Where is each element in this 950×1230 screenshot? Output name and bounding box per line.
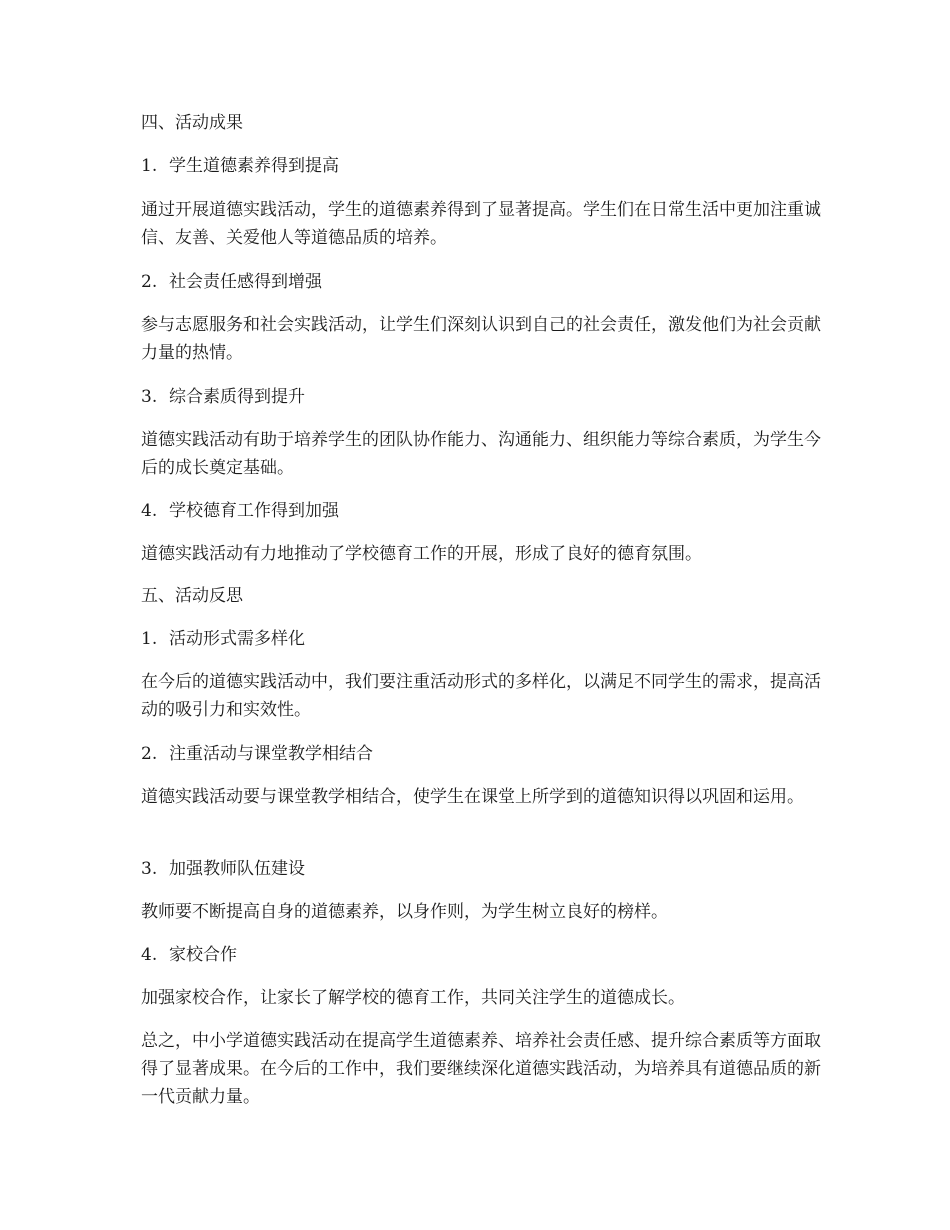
subheading <box>141 152 831 180</box>
item-number: 1. <box>141 629 158 649</box>
item-number: 3. <box>141 859 158 879</box>
item-title: 社会责任感得到增强 <box>169 272 322 292</box>
item-title: 注重活动与课堂教学相结合 <box>169 744 373 764</box>
item-title: 家校合作 <box>169 945 237 965</box>
item-title: 学生道德素养得到提高 <box>169 156 339 176</box>
subheading <box>141 497 831 525</box>
item-title: 综合素质得到提升 <box>169 387 305 407</box>
section-heading: 四、活动成果 <box>141 113 243 133</box>
subheading <box>141 383 831 411</box>
subheading <box>141 625 831 653</box>
item-number: 1. <box>141 156 158 176</box>
paragraph: 参与志愿服务和社会实践活动，让学生们深刻认识到自己的社会责任，激发他们为社会贡献力量的热情。 <box>141 315 821 363</box>
paragraph: 道德实践活动要与课堂教学相结合，使学生在课堂上所学到的道德知识得以巩固和运用。 <box>141 787 804 807</box>
item-title: 加强教师队伍建设 <box>169 859 305 879</box>
subheading <box>141 855 831 883</box>
section-heading: 五、活动反思 <box>141 586 243 606</box>
paragraph: 通过开展道德实践活动，学生的道德素养得到了显著提高。学生们在日常生活中更加注重诚信、友善、关爱他人等道德品质的培养。 <box>141 200 821 248</box>
subheading <box>141 740 831 768</box>
paragraph: 在今后的道德实践活动中，我们要注重活动形式的多样化，以满足不同学生的需求，提高活动的吸引力和实效性。 <box>141 672 821 720</box>
paragraph: 道德实践活动有力地推动了学校德育工作的开展，形成了良好的德育氛围。 <box>141 544 702 564</box>
item-number: 2. <box>141 272 158 292</box>
paragraph: 加强家校合作，让家长了解学校的德育工作，共同关注学生的道德成长。 <box>141 988 685 1008</box>
paragraph: 教师要不断提高自身的道德素养，以身作则，为学生树立良好的榜样。 <box>141 902 668 922</box>
subheading <box>141 941 831 969</box>
paragraph: 道德实践活动有助于培养学生的团队协作能力、沟通能力、组织能力等综合素质，为学生今后的成长奠定基础。 <box>141 430 821 478</box>
item-number: 4. <box>141 945 158 965</box>
item-number: 2. <box>141 744 158 764</box>
item-title: 学校德育工作得到加强 <box>169 501 339 521</box>
item-number: 4. <box>141 501 158 521</box>
item-title: 活动形式需多样化 <box>169 629 305 649</box>
conclusion-paragraph: 总之，中小学道德实践活动在提高学生道德素养、培养社会责任感、提升综合素质等方面取得了显著成果。在今后的工作中，我们要继续深化道德实践活动，为培养具有道德品质的新一代贡献力量。 <box>141 1031 821 1107</box>
subheading <box>141 268 831 296</box>
item-number: 3. <box>141 387 158 407</box>
